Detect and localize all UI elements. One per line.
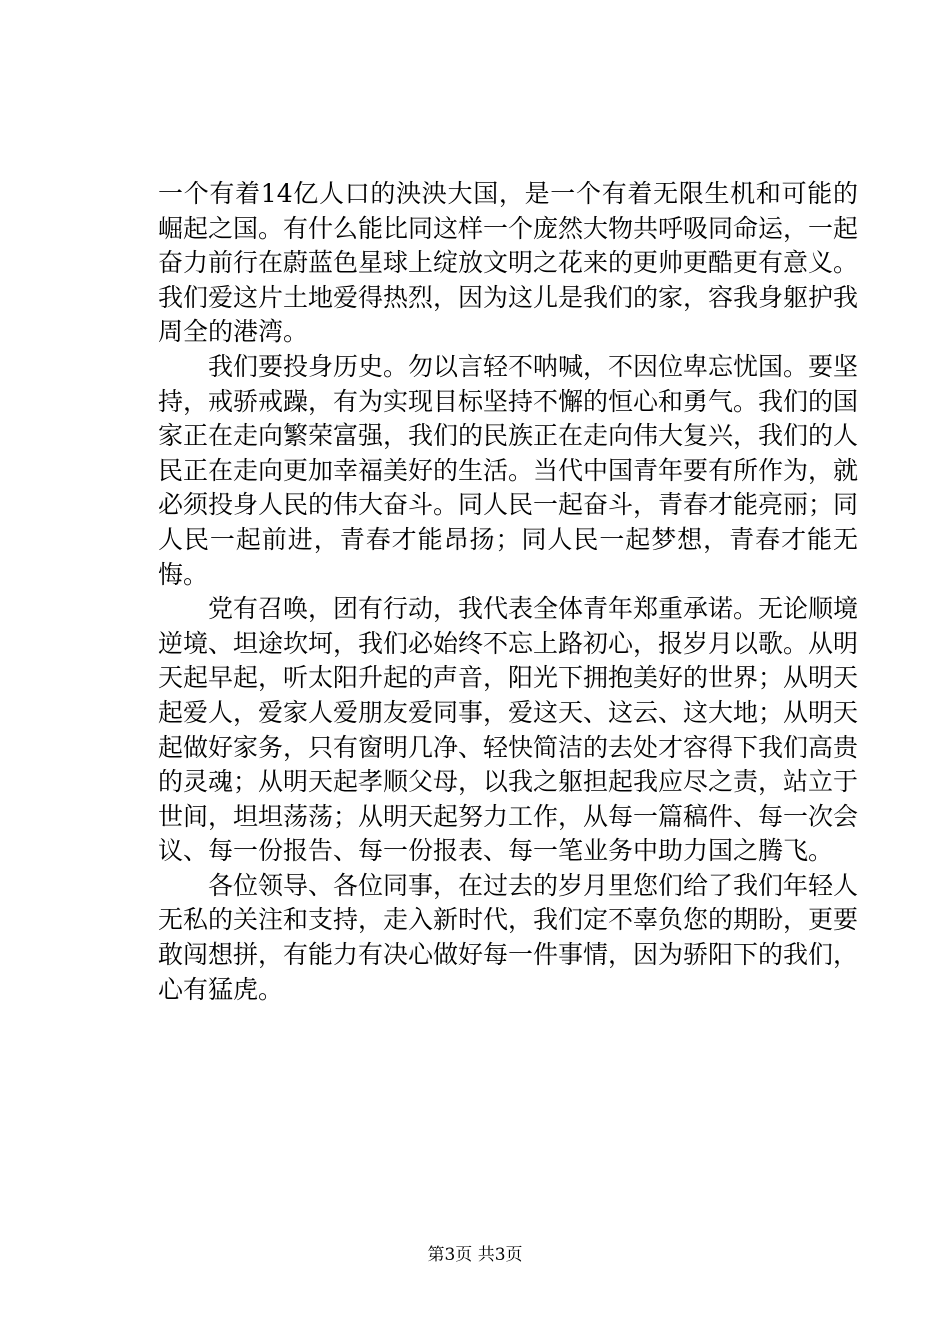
paragraph-history: 我们要投身历史。勿以言轻不呐喊，不因位卑忘忧国。要坚持，戒骄戒躁，有为实现目标坚持不懈的恒心和勇气。我们的国家正在走向繁荣富强，我们的民族正在走向伟大复兴，我们的人民正在走向更加幸福美好的生活。当代中国青年要有所作为，就必须投身人民的伟大奋斗。同人民一起奋斗，青春才能亮丽；同人民一起前进，青春才能昂扬；同人民一起梦想，青春才能无悔。 <box>158 351 859 589</box>
page-footer: 第3页 共3页 <box>427 1245 523 1265</box>
paragraph-continuation: 一个有着14亿人口的泱泱大国，是一个有着无限生机和可能的崛起之国。有什么能比同这样一个庞然大物共呼吸同命运，一起奋力前行在蔚蓝色星球上绽放文明之花来的更帅更酷更有意义。我们爱这片土地爱得热烈，因为这儿是我们的家，容我身躯护我周全的港湾。 <box>158 179 859 347</box>
paragraph-closing: 各位领导、各位同事，在过去的岁月里您们给了我们年轻人无私的关注和支持，走入新时代，我们定不辜负您的期盼，更要敢闯想拼，有能力有决心做好每一件事情，因为骄阳下的我们，心有猛虎。 <box>158 870 859 1004</box>
document-body <box>158 177 858 1007</box>
paragraph-commitment: 党有召唤，团有行动，我代表全体青年郑重承诺。无论顺境逆境、坦途坎坷，我们必始终不忘上路初心，报岁月以歌。从明天起早起，听太阳升起的声音，阳光下拥抱美好的世界；从明天起爱人，爱家人爱朋友爱同事，爱这天、这云、这大地；从明天起做好家务，只有窗明几净、轻快简洁的去处才容得下我们高贵的灵魂；从明天起孝顺父母，以我之躯担起我应尽之责，站立于世间，坦坦荡荡；从明天起努力工作，从每一篇稿件、每一次会议、每一份报告、每一份报表、每一笔业务中助力国之腾飞。 <box>158 594 859 866</box>
